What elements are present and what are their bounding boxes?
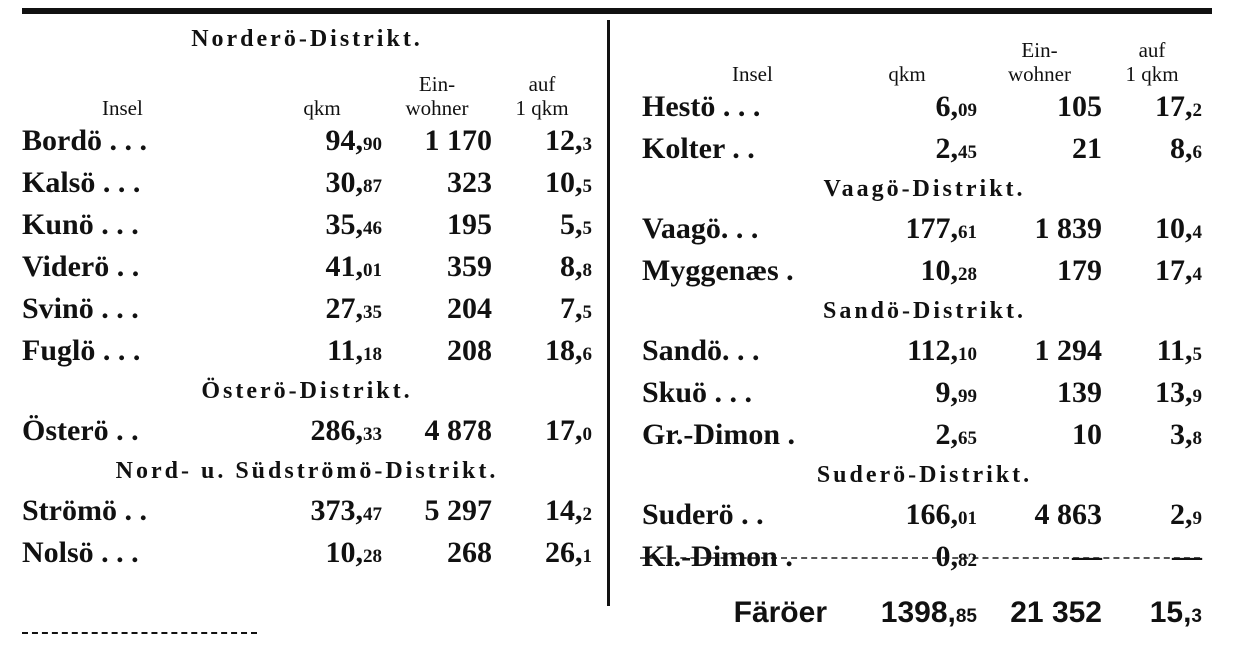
island-name: Kunö . . .	[22, 208, 139, 241]
table-cell: 14,	[545, 494, 583, 527]
table-cell	[492, 414, 592, 448]
table-cell: —	[1072, 540, 1102, 573]
table-cell: 0,	[935, 540, 958, 573]
table-cell: 8	[582, 260, 592, 281]
table-cell	[492, 334, 592, 368]
table-cell	[1102, 132, 1202, 166]
table-cell: 17,	[1155, 254, 1193, 287]
table-cell	[262, 208, 382, 242]
table-row	[22, 330, 592, 372]
table-cell	[492, 250, 592, 284]
table-cell: 45	[958, 142, 977, 163]
column-divider	[607, 20, 610, 606]
table-cell	[492, 208, 592, 242]
table-cell: 09	[958, 100, 977, 121]
table-cell: 26,	[545, 536, 583, 569]
island-name: Gr.-Dimon .	[642, 418, 796, 451]
table-cell: 373,	[310, 494, 363, 527]
island-name: Suderö . .	[642, 498, 764, 531]
table-cell: 204	[447, 292, 492, 325]
table-cell: 5 297	[424, 494, 492, 527]
table-cell: 61	[958, 222, 977, 243]
table-cell: 7,	[560, 292, 583, 325]
header-insel: Insel	[732, 62, 773, 86]
table-cell: 359	[447, 250, 492, 283]
table-cell: 11,	[1156, 334, 1193, 367]
table-cell	[837, 418, 977, 452]
table-cell: 28	[363, 546, 382, 567]
table-cell: 10,	[545, 166, 583, 199]
table-cell: 6	[1192, 142, 1202, 163]
table-row	[642, 250, 1207, 292]
right-column	[642, 20, 1207, 634]
table-cell: 10,	[325, 536, 363, 569]
table-cell: —	[1172, 540, 1202, 573]
table-cell: 139	[1057, 376, 1102, 409]
table-cell: 8,	[1170, 132, 1193, 165]
table-row	[22, 120, 592, 162]
table-cell: 87	[363, 176, 382, 197]
table-cell	[262, 414, 382, 448]
table-cell: 99	[958, 386, 977, 407]
table-cell: 179	[1057, 254, 1102, 287]
total-row	[642, 592, 1207, 634]
total-label: Färöer	[733, 596, 827, 629]
island-name: Svinö . . .	[22, 292, 139, 325]
bottom-rule	[22, 632, 257, 634]
island-name: Hestö . . .	[642, 90, 761, 123]
header-einwohner: Ein- wohner	[405, 72, 469, 120]
table-row	[22, 204, 592, 246]
table-row	[642, 372, 1207, 414]
table-row	[642, 128, 1207, 170]
island-name: Sandö. . .	[642, 334, 760, 367]
table-cell: 90	[363, 134, 382, 155]
island-name: Kl.-Dimon .	[642, 540, 793, 573]
island-name: Strömö . .	[22, 494, 147, 527]
district-title: Österö-Distrikt.	[201, 378, 413, 404]
table-cell: 9	[1192, 508, 1202, 529]
table-cell: 4	[1192, 222, 1202, 243]
table-row	[22, 288, 592, 330]
table-cell	[262, 536, 382, 570]
table-row	[642, 494, 1207, 536]
table-cell	[1102, 90, 1202, 124]
district-title: Nord- u. Südströmö-Distrikt.	[115, 458, 499, 484]
table-row	[642, 86, 1207, 128]
table-cell	[262, 292, 382, 326]
table-cell	[262, 124, 382, 158]
table-cell: 82	[958, 550, 977, 571]
table-cell: 9,	[935, 376, 958, 409]
table-cell: 112,	[907, 334, 958, 367]
table-cell: 2,	[1170, 498, 1193, 531]
table-cell: 195	[447, 208, 492, 241]
table-cell: 28	[958, 264, 977, 285]
table-cell: 4	[1192, 264, 1202, 285]
table-row	[642, 414, 1207, 456]
table-cell: 13,	[1155, 376, 1193, 409]
table-cell: 01	[363, 260, 382, 281]
table-cell: 105	[1057, 90, 1102, 123]
island-name: Nolsö . . .	[22, 536, 139, 569]
table-cell: 01	[958, 508, 977, 529]
table-cell: 30,	[325, 166, 363, 199]
table-cell	[837, 90, 977, 124]
table-cell: 1 170	[424, 124, 492, 157]
table-cell: 47	[363, 504, 382, 525]
island-name: Bordö . . .	[22, 124, 148, 157]
table-cell: 5	[582, 302, 592, 323]
table-cell	[837, 376, 977, 410]
table-cell: 3	[1191, 606, 1202, 627]
table-cell: 27,	[325, 292, 363, 325]
header-qkm: qkm	[303, 96, 341, 120]
table-row	[22, 162, 592, 204]
table-cell	[262, 334, 382, 368]
table-cell	[1102, 254, 1202, 288]
table-cell	[837, 540, 977, 574]
table-cell: 35	[363, 302, 382, 323]
table-cell: 2	[582, 504, 592, 525]
table-cell: 5,	[560, 208, 583, 241]
table-row	[642, 330, 1207, 372]
island-name: Myggenæs .	[642, 254, 794, 287]
table-cell: 10	[1072, 418, 1102, 451]
table-cell	[1102, 376, 1202, 410]
table-cell: 9	[1192, 386, 1202, 407]
table-cell: 10	[958, 344, 977, 365]
table-cell	[262, 166, 382, 200]
table-cell: 11,	[327, 334, 363, 367]
table-cell: 268	[447, 536, 492, 569]
table-cell: 3,	[1170, 418, 1193, 451]
table-cell: 208	[447, 334, 492, 367]
table-cell: 1398,	[880, 596, 956, 629]
table-cell	[837, 212, 977, 246]
table-cell: 17,	[1155, 90, 1193, 123]
table-cell	[492, 124, 592, 158]
header-einwohner: Ein- wohner	[1008, 38, 1071, 86]
table-cell: 5	[582, 176, 592, 197]
island-name: Kalsö . . .	[22, 166, 141, 199]
table-cell: 10,	[1155, 212, 1193, 245]
table-cell: 2,	[935, 132, 958, 165]
table-cell: 1 294	[1034, 334, 1102, 367]
table-row	[22, 490, 592, 532]
table-cell: 94,	[325, 124, 363, 157]
table-cell	[837, 596, 977, 630]
table-cell: 21 352	[1010, 596, 1102, 629]
table-cell: 12,	[545, 124, 583, 157]
table-row	[642, 208, 1207, 250]
table-cell: 4 863	[1034, 498, 1102, 531]
table-cell	[837, 132, 977, 166]
table-cell: 5	[582, 218, 592, 239]
table-cell	[1102, 498, 1202, 532]
table-cell	[837, 254, 977, 288]
left-column	[22, 20, 592, 574]
header-auf-qkm: auf 1 qkm	[515, 72, 569, 120]
table-row	[642, 536, 1207, 578]
table-cell: 2	[1192, 100, 1202, 121]
table-cell: 177,	[905, 212, 958, 245]
table-cell: 21	[1072, 132, 1102, 165]
island-name: Viderö . .	[22, 250, 140, 283]
table-cell	[492, 494, 592, 528]
table-cell	[837, 498, 977, 532]
table-cell: 15,	[1149, 596, 1192, 629]
island-name: Österö . .	[22, 414, 139, 447]
table-cell	[262, 494, 382, 528]
district-title: Norderö-Distrikt.	[191, 26, 423, 52]
table-cell: 1 839	[1034, 212, 1102, 245]
table-cell: 18	[363, 344, 382, 365]
island-name: Skuö . . .	[642, 376, 753, 409]
table-cell	[262, 250, 382, 284]
table-cell	[1102, 212, 1202, 246]
table-cell: 286,	[310, 414, 363, 447]
table-cell: 46	[363, 218, 382, 239]
table-header	[642, 20, 1207, 86]
table-cell: 18,	[545, 334, 583, 367]
table-cell	[492, 536, 592, 570]
table-header	[22, 58, 592, 120]
table-cell: 6,	[935, 90, 958, 123]
table-row	[22, 246, 592, 288]
table-cell: 4 878	[424, 414, 492, 447]
table-cell: 10,	[920, 254, 958, 287]
table-cell	[1102, 540, 1202, 574]
district-title: Sandö-Distrikt.	[822, 298, 1027, 324]
table-cell	[837, 334, 977, 368]
table-cell: 2,	[935, 418, 958, 451]
table-cell: 1	[582, 546, 592, 567]
table-row	[22, 532, 592, 574]
island-name: Kolter . .	[642, 132, 755, 165]
top-rule	[22, 8, 1212, 14]
table-cell: 8	[1192, 428, 1202, 449]
table-cell: 8,	[560, 250, 583, 283]
table-cell	[1102, 418, 1202, 452]
island-name: Fuglö . . .	[22, 334, 141, 367]
table-cell: 5	[1192, 344, 1202, 365]
table-cell: 0	[582, 424, 592, 445]
table-cell	[492, 166, 592, 200]
table-cell: 65	[958, 428, 977, 449]
table-row	[22, 410, 592, 452]
header-qkm: qkm	[888, 62, 926, 86]
table-cell	[492, 292, 592, 326]
table-cell: 33	[363, 424, 382, 445]
table-cell: 41,	[325, 250, 363, 283]
table-cell: 35,	[325, 208, 363, 241]
table-cell: 3	[582, 134, 592, 155]
header-insel: Insel	[102, 96, 143, 120]
table-cell: 323	[447, 166, 492, 199]
table-cell	[1102, 596, 1202, 630]
island-name: Vaagö. . .	[642, 212, 759, 245]
table-cell	[1102, 334, 1202, 368]
table-cell: 166,	[905, 498, 958, 531]
table-cell: 17,	[545, 414, 583, 447]
header-auf-qkm: auf 1 qkm	[1125, 38, 1179, 86]
district-title: Vaagö-Distrikt.	[823, 176, 1026, 202]
table-cell: 6	[582, 344, 592, 365]
table-cell: 85	[955, 606, 977, 627]
district-title: Suderö-Distrikt.	[816, 462, 1033, 488]
